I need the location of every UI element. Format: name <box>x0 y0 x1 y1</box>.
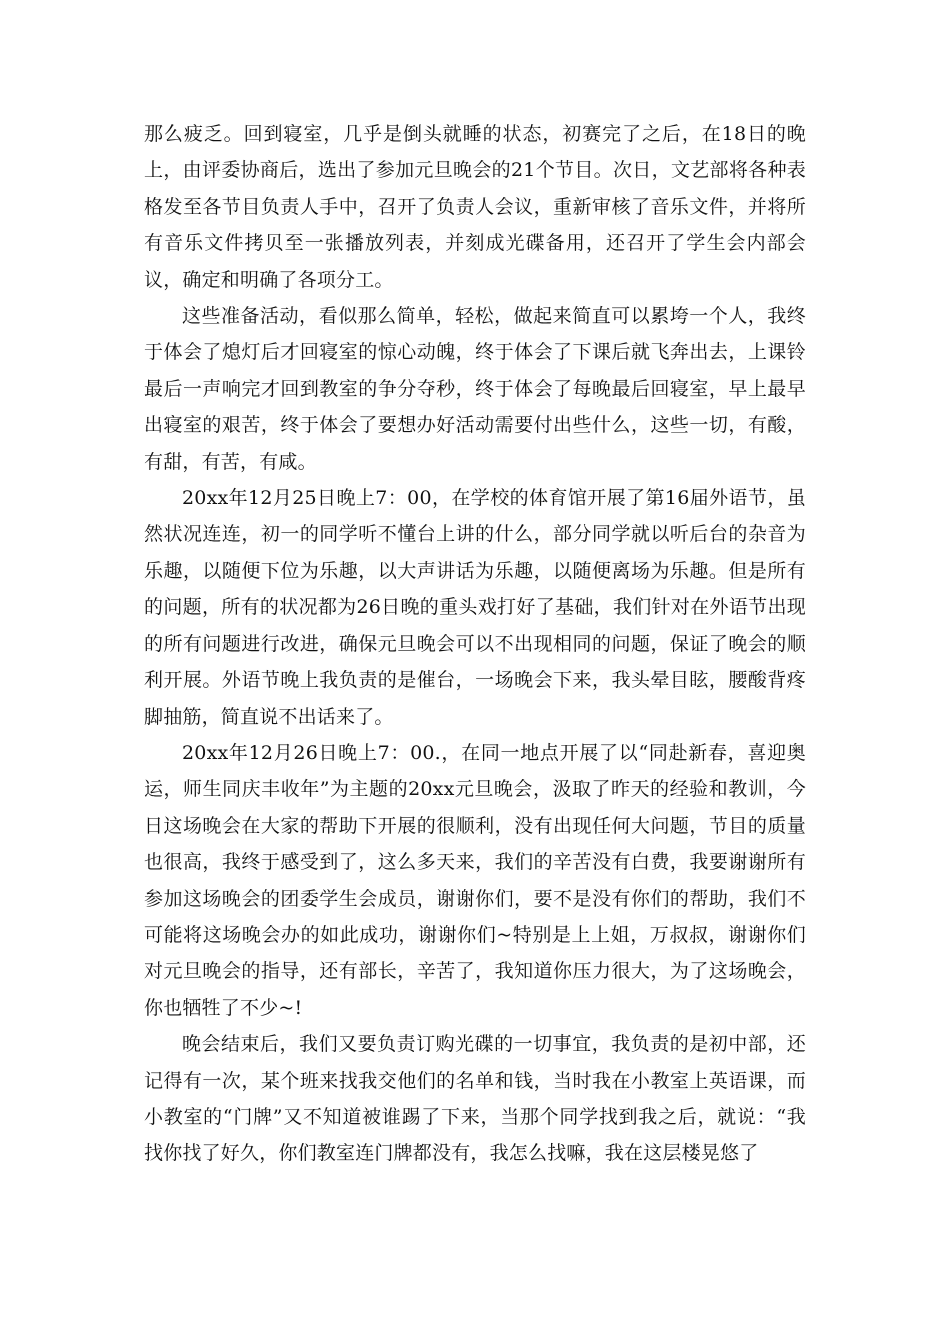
paragraph-5: 晚会结束后，我们又要负责订购光碟的一切事宜，我负责的是初中部，还记得有一次，某个班来找我交他们的名单和钱，当时我在小教室上英语课，而小教室的“门牌”又不知道被谁踢了下来，当那个同学找到我之后，就说：“我找你找了好久，你们教室连门牌都没有，我怎么找嘛，我在这层楼晃悠了 <box>144 1033 806 1165</box>
paragraph-1: 那么疲乏。回到寝室，几乎是倒头就睡的状态，初赛完了之后，在18日的晚上，由评委协商后，选出了参加元旦晚会的21个节目。次日，文艺部将各种表格发至各节目负责人手中，召开了负责人会议，重新审核了音乐文件，并将所有音乐文件拷贝至一张播放列表，并刻成光碟备用，还召开了学生会内部会议，确定和明确了各项分工。 <box>144 123 806 291</box>
document-body <box>144 116 806 1172</box>
paragraph-3: 20xx年12月25日晚上7：00，在学校的体育馆开展了第16届外语节，虽然状况连连，初一的同学听不懂台上讲的什么，部分同学就以听后台的杂音为乐趣，以随便下位为乐趣，以大声讲话为乐趣，以随便离场为乐趣。但是所有的问题，所有的状况都为26日晚的重头戏打好了基础，我们针对在外语节出现的所有问题进行改进，确保元旦晚会可以不出现相同的问题，保证了晚会的顺利开展。外语节晚上我负责的是催台，一场晚会下来，我头晕目眩，腰酸背疼脚抽筋，简直说不出话来了。 <box>144 487 806 728</box>
paragraph-4: 20xx年12月26日晚上7：00.，在同一地点开展了以“同赴新春，喜迎奥运，师生同庆丰收年”为主题的20xx元旦晚会，汲取了昨天的经验和教训，今日这场晚会在大家的帮助下开展的很顺利，没有出现任何大问题，节目的质量也很高，我终于感受到了，这么多天来，我们的辛苦没有白费，我要谢谢所有参加这场晚会的团委学生会成员，谢谢你们，要不是没有你们的帮助，我们不可能将这场晚会办的如此成功，谢谢你们~特别是上上姐，万叔叔，谢谢你们对元旦晚会的指导，还有部长，辛苦了，我知道你压力很大，为了这场晚会，你也牺牲了不少~! <box>144 741 806 1019</box>
paragraph-2: 这些准备活动，看似那么简单，轻松，做起来简直可以累垮一个人，我终于体会了熄灯后才回寝室的惊心动魄，终于体会了下课后就飞奔出去，上课铃最后一声响完才回到教室的争分夺秒，终于体会了每晚最后回寝室，早上最早出寝室的艰苦，终于体会了要想办好活动需要付出些什么，这些一切，有酸，有甜，有苦，有咸。 <box>144 305 806 473</box>
